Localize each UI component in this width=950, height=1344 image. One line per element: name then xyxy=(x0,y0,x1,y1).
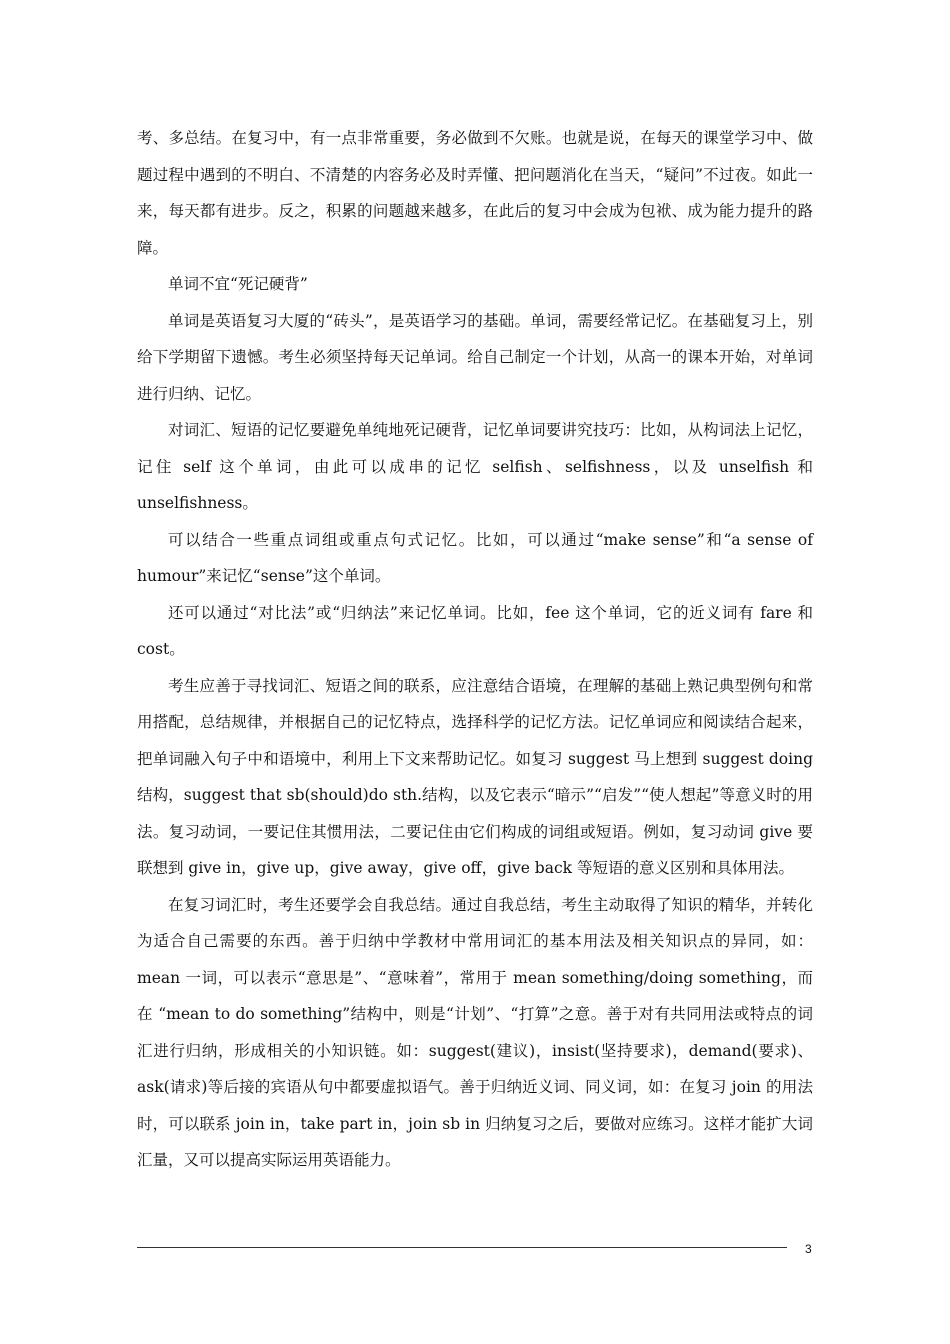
paragraph-continuation: 考、多总结。在复习中，有一点非常重要，务必做到不欠账。也就是说，在每天的课堂学习中、做题过程中遇到的不明白、不清楚的内容务必及时弄懂、把问题消化在当天，“疑问”不过夜。如此一来，每天都有进步。反之，积累的问题越来越多，在此后的复习中会成为包袱、成为能力提升的路障。 xyxy=(137,129,813,257)
paragraph: 在复习词汇时，考生还要学会自我总结。通过自我总结，考生主动取得了知识的精华，并转化为适合自己需要的东西。善于归纳中学教材中常用词汇的基本用法及相关知识点的异同，如：mean 一词，可以表示“意思是”、“意味着”，常用于 mean something/doing something，而在 “mean to do something”结构中，则是“计划”、“打算”之意。善于对有共同用法或特点的词汇进行归纳，形成相关的小知识链。如：suggest(建议)，insist(坚持要求)，demand(要求)、ask(请求)等后接的宾语从句中都要虚拟语气。善于归纳近义词、同义词，如：在复习 join 的用法时，可以联系 join in，take part in，join sb in 归纳复习之后，要做对应练习。这样才能扩大词汇量，又可以提高实际运用英语能力。 xyxy=(137,895,813,1169)
paragraph: 对词汇、短语的记忆要避免单纯地死记硬背，记忆单词要讲究技巧：比如，从构词法上记忆，记住 self 这个单词，由此可以成串的记忆 selfish、selfishness，以及 unselfish 和 unselfishness。 xyxy=(137,421,813,512)
document-body xyxy=(137,120,813,1179)
paragraph: 可以结合一些重点词组或重点句式记忆。比如，可以通过“make sense”和“a sense of humour”来记忆“sense”这个单词。 xyxy=(137,530,813,585)
paragraph: 单词是英语复习大厦的“砖头”，是英语学习的基础。单词，需要经常记忆。在基础复习上，别给下学期留下遗憾。考生必须坚持每天记单词。给自己制定一个计划，从高一的课本开始，对单词进行归纳、记忆。 xyxy=(137,311,813,403)
paragraph: 考生应善于寻找词汇、短语之间的联系，应注意结合语境，在理解的基础上熟记典型例句和常用搭配，总结规律，并根据自己的记忆特点，选择科学的记忆方法。记忆单词应和阅读结合起来，把单词融入句子中和语境中，利用上下文来帮助记忆。如复习 suggest 马上想到 suggest doing 结构，suggest that sb(should)do sth.结构，以及它表示“暗示”“启发”“使人想起”等意义时的用法。复习动词，一要记住其惯用法，二要记住由它们构成的词组或短语。例如，复习动词 give 要联想到 give in，give up，give away，give off，give back 等短语的意义区别和具体用法。 xyxy=(137,676,813,877)
paragraph: 还可以通过“对比法”或“归纳法”来记忆单词。比如，fee 这个单词，它的近义词有 fare 和 cost。 xyxy=(137,603,813,658)
footer-divider xyxy=(137,1247,787,1248)
section-heading: 单词不宜“死记硬背” xyxy=(168,275,308,293)
page-number: 3 xyxy=(805,1242,812,1256)
